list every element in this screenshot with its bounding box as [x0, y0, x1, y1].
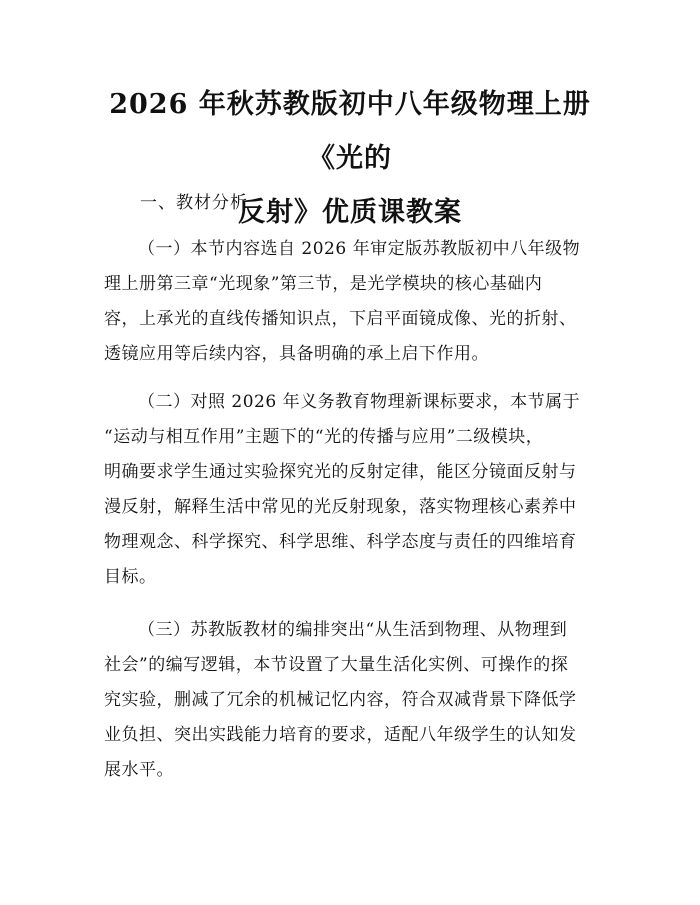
paragraph-line: “运动与相互作用”主题下的“光的传播与应用”二级模块， [104, 427, 544, 447]
paragraph-line: 透镜应用等后续内容，具备明确的承上启下作用。 [104, 344, 489, 364]
paragraph-line: 目标。 [104, 567, 157, 587]
paragraph-line: 容，上承光的直线传播知识点，下启平面镜成像、光的折射、 [104, 309, 577, 329]
paragraph-3 [104, 613, 604, 788]
title-line-2: 反射》优质课教案 [238, 197, 462, 228]
paragraph-1 [104, 232, 604, 372]
paragraph-line: 展水平。 [104, 760, 174, 780]
paragraph-line: 理上册第三章“光现象”第三节，是光学模块的核心基础内 [104, 274, 543, 294]
section-heading: 一、教材分析 [140, 193, 248, 213]
paragraph-line: 究实验，删减了冗余的机械记忆内容，符合双减背景下降低学 [104, 690, 577, 710]
paragraph-line: （一）本节内容选自 2026 年审定版苏教版初中八年级物 [138, 239, 581, 259]
title-line-1: 2026 年秋苏教版初中八年级物理上册《光的 [109, 89, 591, 174]
paragraph-2 [104, 385, 604, 595]
paragraph-line: 物理观念、科学探究、科学思维、科学态度与责任的四维培育 [104, 532, 577, 552]
paragraph-line: （二）对照 2026 年义务教育物理新课标要求，本节属于 [138, 392, 581, 412]
paragraph-line: 明确要求学生通过实验探究光的反射定律，能区分镜面反射与 [104, 462, 577, 482]
paragraph-line: 社会”的编写逻辑，本节设置了大量生活化实例、可操作的探 [104, 655, 569, 675]
paragraph-line: 漫反射，解释生活中常见的光反射现象，落实物理核心素养中 [104, 497, 577, 517]
paragraph-line: 业负担、突出实践能力培育的要求，适配八年级学生的认知发 [104, 725, 577, 745]
paragraph-line: （三）苏教版教材的编排突出“从生活到物理、从物理到 [138, 620, 568, 640]
